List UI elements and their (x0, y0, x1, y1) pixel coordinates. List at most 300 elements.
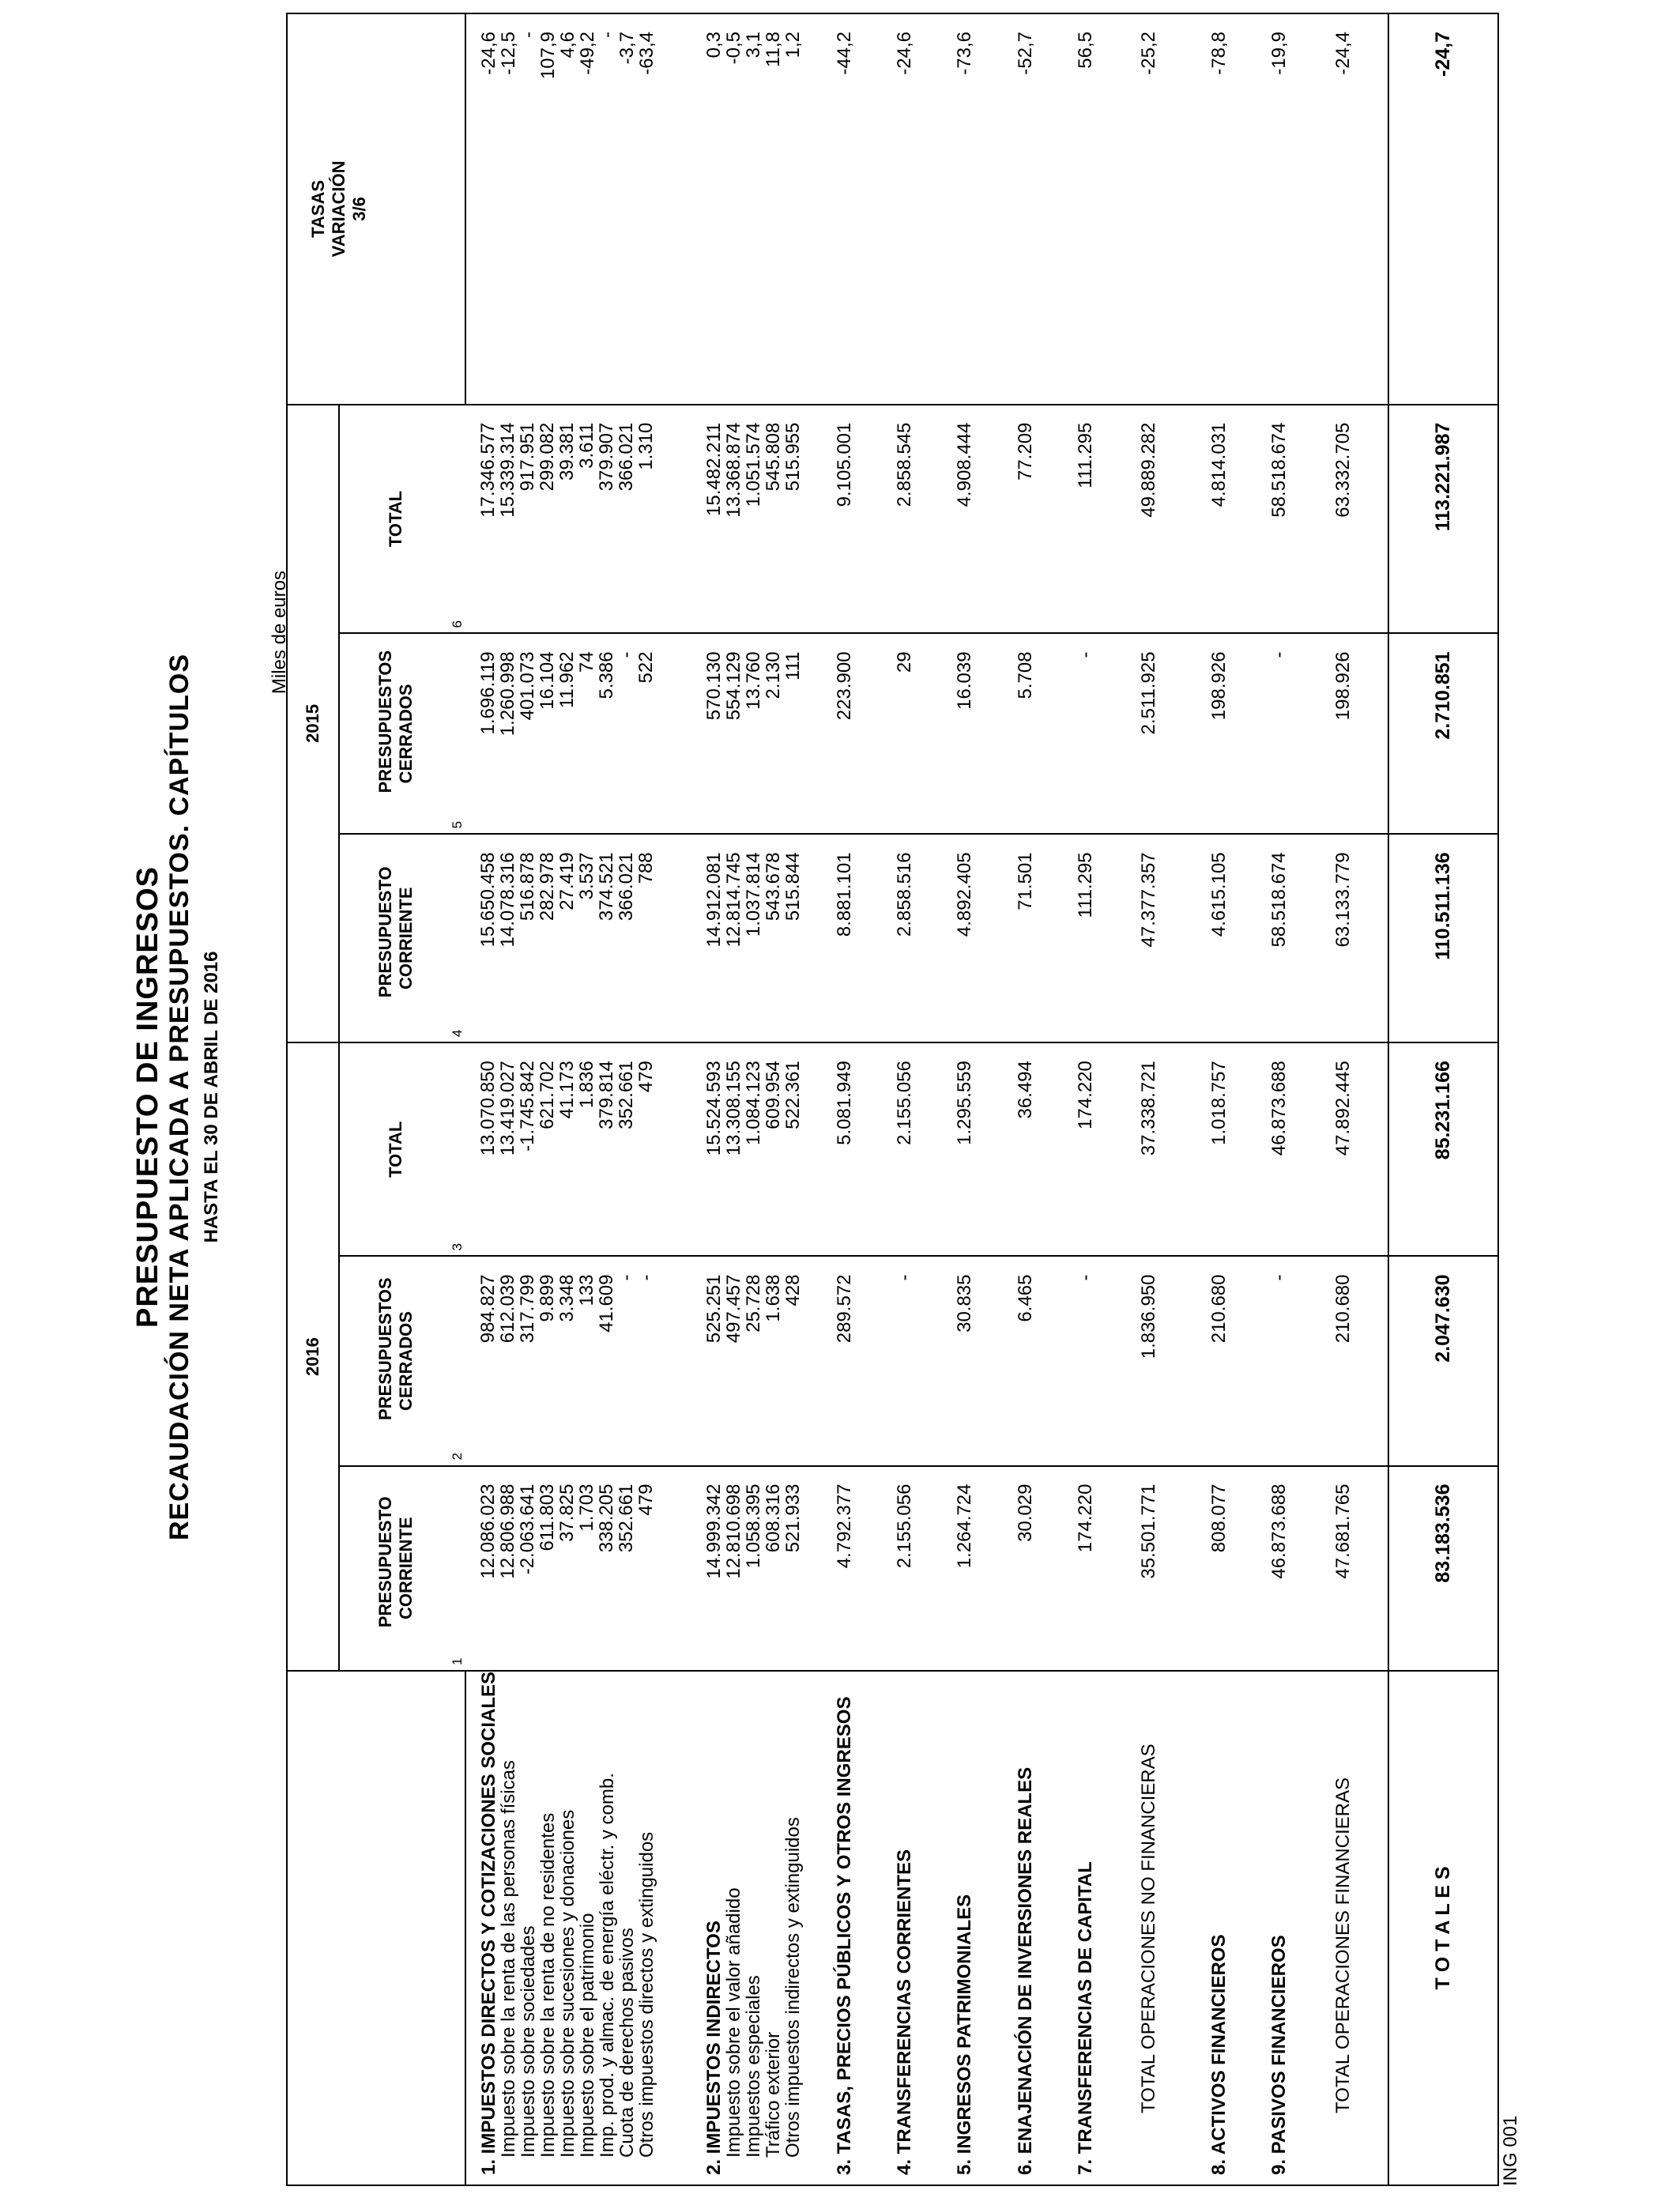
value: -12,5 (498, 32, 519, 75)
value: 27.419 (556, 852, 578, 910)
value: -0,5 (722, 32, 744, 65)
value: 30.029 (1014, 1483, 1036, 1542)
col-total-2016: TOTAL (339, 1042, 451, 1256)
value: 2.858.516 (894, 852, 916, 937)
chapter-label: 6. ENAJENACIÓN DE INVERSIONES REALES (1014, 1766, 1036, 2175)
value-cell-col-1 (880, 1466, 940, 1671)
total-value-col-1: 83.183.536 (1388, 1466, 1498, 1671)
value: 13.419.027 (497, 1061, 518, 1156)
value: - (616, 1274, 637, 1281)
concept-label: Impuestos especiales (742, 1975, 764, 2158)
value: 1.264.724 (954, 1483, 976, 1569)
value: 401.073 (517, 651, 538, 721)
concept-label: Impuesto sobre el valor añadido (722, 1887, 744, 2158)
value: 13.308.155 (722, 1061, 744, 1156)
value-cell-col-5 (1121, 633, 1195, 834)
value: - (597, 32, 618, 38)
value: 515.844 (782, 852, 804, 922)
value: -3,7 (616, 32, 638, 65)
value: - (894, 1274, 916, 1281)
row-label-cell (1061, 1671, 1121, 2185)
value: 1,2 (782, 32, 804, 58)
value: 47.377.357 (1138, 852, 1160, 948)
col-number-5: 5 (451, 633, 465, 834)
value: 11.962 (556, 651, 578, 709)
value: 1.084.123 (742, 1061, 764, 1145)
concept-label: Impuesto sobre la renta de no residentes (537, 1812, 559, 2158)
value: 13.070.850 (477, 1061, 499, 1156)
col-number-6: 6 (451, 405, 465, 634)
chapter-label: 9. PASIVOS FINANCIEROS (1268, 1935, 1290, 2175)
table-row (1061, 13, 1121, 2185)
chapter-label: 1. IMPUESTOS DIRECTOS Y COTIZACIONES SOCIALES (478, 1671, 499, 2175)
value: 521.933 (782, 1483, 804, 1553)
value: 299.082 (537, 422, 558, 492)
value-cell-col-5 (691, 633, 820, 834)
total-value-col-5: 2.710.851 (1388, 633, 1498, 834)
concept-label: Impuesto sobre sucesiones y donaciones (557, 1809, 578, 2158)
row-label-cell (880, 1671, 940, 2185)
value-cell-col-1 (820, 1466, 880, 1671)
value: 515.955 (782, 422, 804, 492)
value: -44,2 (833, 32, 855, 75)
value: 58.518.674 (1268, 422, 1290, 518)
value: -63,4 (636, 32, 657, 75)
concept-label: Otros impuestos directos y extinguidos (636, 1831, 657, 2158)
total-value-col-3: 85.231.166 (1388, 1042, 1498, 1256)
value-cell-col-2 (1121, 1257, 1195, 1466)
value-cell-col-2 (940, 1257, 1000, 1466)
value-cell-col-7 (1001, 13, 1061, 405)
value-cell-col-5 (1195, 633, 1255, 834)
value-cell-col-7 (1121, 13, 1195, 405)
value-cell-col-4 (1121, 834, 1195, 1042)
value: -52,7 (1014, 32, 1036, 75)
value: 479 (635, 1061, 657, 1093)
value-cell-col-5 (1255, 633, 1315, 834)
value: 1.260.998 (497, 651, 518, 737)
value-cell-col-1 (465, 1466, 691, 1671)
value: 14.999.342 (703, 1483, 725, 1579)
value: 14.912.081 (703, 852, 725, 948)
value: 6.465 (1014, 1274, 1036, 1322)
value-cell-col-2 (465, 1257, 691, 1466)
value: 13.368.874 (722, 422, 744, 518)
concept-label: Cuota de derechos pasivos (616, 1928, 638, 2158)
value: 352.661 (616, 1483, 637, 1553)
subtotal-label: TOTAL OPERACIONES FINANCIERAS (1332, 1777, 1354, 2113)
value-cell-col-1 (1001, 1466, 1061, 1671)
value: -24,6 (478, 32, 499, 75)
col-number-2: 2 (451, 1257, 465, 1466)
value: 4.615.105 (1207, 852, 1230, 937)
value: 2.155.056 (894, 1483, 916, 1569)
table-row (1121, 13, 1195, 2185)
value: 25.728 (742, 1274, 764, 1333)
value-cell-col-3 (691, 1042, 820, 1256)
value: 11,8 (762, 32, 784, 67)
value-cell-col-1 (691, 1466, 820, 1671)
value: 609.954 (762, 1061, 784, 1129)
value: - (1268, 1274, 1290, 1281)
value: 41.173 (556, 1061, 578, 1119)
value: 3.537 (576, 852, 597, 900)
value-cell-col-3 (940, 1042, 1000, 1256)
value: 49.889.282 (1138, 422, 1160, 518)
value: 5.081.949 (833, 1061, 855, 1145)
value: 3.348 (556, 1274, 578, 1322)
table-row (880, 13, 940, 2185)
value: 1.836.950 (1138, 1274, 1160, 1359)
total-value-col-2: 2.047.630 (1388, 1257, 1498, 1466)
value: 210.680 (1207, 1274, 1230, 1344)
value-cell-col-2 (880, 1257, 940, 1466)
concept-label: Impuesto sobre la renta de las personas físicas (498, 1760, 519, 2158)
value-cell-col-1 (1255, 1466, 1315, 1671)
value: 1.638 (762, 1274, 784, 1322)
row-label-cell (1195, 1671, 1255, 2185)
chapter-label: 8. ACTIVOS FINANCIEROS (1207, 1934, 1230, 2175)
value: -2.063.641 (517, 1483, 538, 1575)
col-presupuesto-corriente-2015: PRESUPUESTO CORRIENTE (339, 834, 451, 1042)
value-cell-col-2 (1316, 1257, 1389, 1466)
chapter-label: 3. TASAS, PRECIOS PÚBLICOS Y OTROS INGRESOS (833, 1696, 855, 2175)
chapter-label: 5. INGRESOS PATRIMONIALES (954, 1894, 976, 2175)
value: 1.696.119 (477, 651, 499, 735)
value: 198.926 (1332, 651, 1354, 721)
date-line: HASTA EL 30 DE ABRIL DE 2016 (201, 951, 222, 1243)
value: 1.051.574 (742, 422, 764, 507)
value: 107,9 (537, 32, 559, 80)
table-row (1001, 13, 1061, 2185)
table-row (1316, 13, 1389, 2185)
value: 543.678 (762, 852, 784, 922)
value: - (1268, 651, 1290, 658)
value-cell-col-7 (1195, 13, 1255, 405)
value: 15.482.211 (703, 422, 725, 516)
value-cell-col-7 (1316, 13, 1389, 405)
value: 13.760 (742, 651, 764, 710)
col-presupuesto-corriente-2016: PRESUPUESTO CORRIENTE (339, 1466, 451, 1671)
value-cell-col-5 (940, 633, 1000, 834)
value: 12.810.698 (722, 1483, 744, 1579)
value-cell-col-3 (820, 1042, 880, 1256)
value: - (635, 1274, 657, 1281)
value: 223.900 (833, 651, 855, 721)
row-label-cell (465, 1671, 691, 2185)
value: 17.346.577 (477, 422, 499, 518)
value: 366.021 (616, 422, 637, 492)
value: 428 (782, 1274, 804, 1306)
value: 2.130 (762, 651, 784, 699)
value: 15.339.314 (497, 422, 518, 518)
value-cell-col-5 (1061, 633, 1121, 834)
value-cell-col-4 (1316, 834, 1389, 1042)
value: 545.808 (762, 422, 784, 492)
table-row (691, 13, 820, 2185)
value: 15.524.593 (703, 1061, 725, 1156)
table-row (940, 13, 1000, 2185)
value: -25,2 (1138, 32, 1160, 75)
year-2016-header: 2016 (287, 1042, 339, 1671)
chapter-label: 4. TRANSFERENCIAS CORRIENTES (894, 1849, 916, 2175)
value-cell-col-5 (1001, 633, 1061, 834)
value-cell-col-5 (880, 633, 940, 834)
value: 608.316 (762, 1483, 784, 1553)
value-cell-col-6 (465, 405, 691, 634)
page-title: PRESUPUESTO DE INGRESOS (131, 866, 164, 1328)
subtotal-label: TOTAL OPERACIONES NO FINANCIERAS (1138, 1744, 1160, 2113)
value-cell-col-5 (1316, 633, 1389, 834)
value-cell-col-4 (940, 834, 1000, 1042)
value: 9.105.001 (833, 422, 855, 507)
value: 612.039 (497, 1274, 518, 1344)
value-cell-col-5 (820, 633, 880, 834)
total-value-col-4: 110.511.136 (1388, 834, 1498, 1042)
col-presupuestos-cerrados-2016: PRESUPUESTOS CERRADOS (339, 1257, 451, 1466)
value: 1.037.814 (742, 852, 764, 937)
value: - (616, 651, 637, 658)
table-row (465, 13, 691, 2185)
chapter-label: 2. IMPUESTOS INDIRECTOS (703, 1921, 725, 2175)
tasas-label-1: TASAS (308, 179, 328, 238)
value-cell-col-4 (820, 834, 880, 1042)
total-value-col-6: 113.221.987 (1388, 405, 1498, 634)
table-row (1255, 13, 1315, 2185)
value-cell-col-2 (1061, 1257, 1121, 1466)
value: 1.295.559 (954, 1061, 976, 1145)
value-cell-col-2 (820, 1257, 880, 1466)
row-label-cell (691, 1671, 820, 2185)
value: 522 (635, 651, 657, 684)
total-value-col-7: -24,7 (1388, 13, 1498, 405)
value: 1.703 (576, 1483, 597, 1532)
value-cell-col-3 (465, 1042, 691, 1256)
value: 37.825 (556, 1483, 578, 1542)
value: 516.878 (517, 852, 538, 922)
tasas-header (287, 13, 465, 405)
value: 525.251 (703, 1274, 725, 1344)
value: 497.457 (722, 1274, 744, 1344)
value: -1.745.842 (517, 1061, 538, 1152)
value: 2.858.545 (894, 422, 916, 507)
value-cell-col-6 (880, 405, 940, 634)
value: 366.021 (616, 852, 637, 922)
value: 8.881.101 (833, 852, 855, 937)
value: 1.310 (635, 422, 657, 470)
value-cell-col-6 (1255, 405, 1315, 634)
value: 289.572 (833, 1274, 855, 1344)
concept-label: Tráfico exterior (762, 2031, 784, 2158)
value: 611.803 (537, 1483, 558, 1551)
value: 174.220 (1075, 1061, 1097, 1129)
value-cell-col-2 (691, 1257, 820, 1466)
value-cell-col-2 (1001, 1257, 1061, 1466)
page-subtitle: RECAUDACIÓN NETA APLICADA A PRESUPUESTOS. CAPÍTULOS (164, 653, 194, 1541)
value: 37.338.721 (1138, 1061, 1160, 1156)
concept-label: Impuesto sobre sociedades (518, 1925, 539, 2158)
value: - (1075, 1274, 1097, 1281)
value: 174.220 (1075, 1483, 1097, 1553)
value: 379.814 (596, 1061, 617, 1129)
value: 77.209 (1014, 422, 1036, 481)
value: - (1075, 651, 1097, 658)
value: 2.155.056 (894, 1061, 916, 1145)
value-cell-col-6 (1195, 405, 1255, 634)
value-cell-col-6 (820, 405, 880, 634)
row-label-cell (940, 1671, 1000, 2185)
value: 0,3 (703, 32, 725, 58)
value-cell-col-1 (1195, 1466, 1255, 1671)
col-total-2015: TOTAL (339, 405, 451, 634)
value: 58.518.674 (1268, 852, 1290, 948)
value: 16.039 (954, 651, 976, 710)
totals-label: T O T A L E S (1388, 1671, 1498, 2185)
value-cell-col-4 (1255, 834, 1315, 1042)
value: 4.908.444 (954, 422, 976, 507)
value: -24,6 (894, 32, 916, 75)
chapter-label: 7. TRANSFERENCIAS DE CAPITAL (1075, 1861, 1097, 2175)
value: 917.951 (517, 422, 538, 492)
value: 4.814.031 (1207, 422, 1230, 507)
value: 1.836 (576, 1061, 597, 1109)
value: 133 (576, 1274, 597, 1306)
value: 30.835 (954, 1274, 976, 1333)
document-code: ING 001 (1500, 2115, 1521, 2186)
value: -73,6 (954, 32, 976, 75)
concept-label: Impuesto sobre el patrimonio (577, 1913, 598, 2158)
value: -78,8 (1207, 32, 1230, 75)
value: 2.511.925 (1138, 651, 1160, 735)
value: 35.501.771 (1138, 1483, 1160, 1579)
value-cell-col-3 (1316, 1042, 1389, 1256)
header-blank (287, 1671, 465, 2185)
row-label-cell (1316, 1671, 1389, 2185)
value-cell-col-6 (940, 405, 1000, 634)
value: 522.361 (782, 1061, 804, 1129)
value-cell-col-6 (1001, 405, 1061, 634)
value: 374.521 (596, 852, 617, 922)
value-cell-col-7 (940, 13, 1000, 405)
value-cell-col-5 (465, 633, 691, 834)
value: 63.133.779 (1332, 852, 1354, 948)
value: 111.295 (1075, 852, 1097, 918)
value: 198.926 (1207, 651, 1230, 721)
value-cell-col-6 (1316, 405, 1389, 634)
value: 4.792.377 (833, 1483, 855, 1569)
value: 3.611 (576, 422, 597, 469)
tasas-label-2: VARIACIÓN (329, 160, 348, 258)
value: 71.501 (1014, 852, 1036, 910)
value: 4,6 (557, 32, 578, 58)
value: 12.086.023 (477, 1483, 499, 1579)
units-label: Miles de euros (269, 571, 290, 695)
value-cell-col-2 (1195, 1257, 1255, 1466)
value: 14.078.316 (497, 852, 518, 948)
value: 570.130 (703, 651, 725, 721)
row-label-cell (1121, 1671, 1195, 2185)
value-cell-col-3 (1001, 1042, 1061, 1256)
value-cell-col-1 (1061, 1466, 1121, 1671)
table-body (465, 13, 1498, 2185)
value: 1.018.757 (1207, 1061, 1230, 1145)
row-label-cell (1255, 1671, 1315, 2185)
row-label-cell (820, 1671, 880, 2185)
value: 111.295 (1075, 422, 1097, 488)
value-cell-col-6 (691, 405, 820, 634)
col-number-1: 1 (451, 1466, 465, 1671)
value: 210.680 (1332, 1274, 1354, 1344)
value: 16.104 (537, 651, 558, 710)
value: 338.205 (596, 1483, 617, 1553)
value: 36.494 (1014, 1061, 1036, 1119)
table-row (1195, 13, 1255, 2185)
concept-label: Imp. prod. y almac. de energía eléctr. y comb. (597, 1773, 618, 2158)
value: 808.077 (1207, 1483, 1230, 1553)
col-number-4: 4 (451, 834, 465, 1042)
value: 74 (576, 651, 597, 673)
value: - (518, 32, 539, 38)
value: 352.661 (616, 1061, 637, 1129)
value: -24,4 (1332, 32, 1354, 75)
concept-label: Otros impuestos indirectos y extinguidos (782, 1817, 804, 2158)
value-cell-col-4 (1061, 834, 1121, 1042)
value-cell-col-7 (820, 13, 880, 405)
value: 41.609 (596, 1274, 617, 1333)
value: 479 (635, 1483, 657, 1516)
value-cell-col-1 (1121, 1466, 1195, 1671)
value-cell-col-4 (880, 834, 940, 1042)
revenue-table (286, 13, 1499, 2186)
value-cell-col-2 (1255, 1257, 1315, 1466)
value-cell-col-1 (1316, 1466, 1389, 1671)
value-cell-col-3 (880, 1042, 940, 1256)
value: 46.873.688 (1268, 1483, 1290, 1579)
value-cell-col-3 (1255, 1042, 1315, 1256)
value: 12.814.745 (722, 852, 744, 948)
value-cell-col-4 (691, 834, 820, 1042)
value-cell-col-4 (1195, 834, 1255, 1042)
value: -19,9 (1268, 32, 1290, 75)
value: 554.129 (722, 651, 744, 721)
value-cell-col-7 (1061, 13, 1121, 405)
col-number-3: 3 (451, 1042, 465, 1256)
value: 9.899 (537, 1274, 558, 1322)
row-label-cell (1001, 1671, 1061, 2185)
value-cell-col-7 (880, 13, 940, 405)
value-cell-col-4 (465, 834, 691, 1042)
value: 3,1 (742, 32, 764, 58)
value-cell-col-6 (1121, 405, 1195, 634)
value: 379.907 (596, 422, 617, 492)
value: 317.799 (517, 1274, 538, 1344)
value: 984.827 (477, 1274, 499, 1344)
value-cell-col-3 (1195, 1042, 1255, 1256)
value-cell-col-1 (940, 1466, 1000, 1671)
value-cell-col-4 (1001, 834, 1061, 1042)
value-cell-col-7 (465, 13, 691, 405)
value: 47.892.445 (1332, 1061, 1354, 1156)
value: 56,5 (1075, 32, 1097, 69)
value: 12.806.988 (497, 1483, 518, 1579)
value-cell-col-7 (691, 13, 820, 405)
value: 5.386 (596, 651, 617, 699)
value: 39.381 (556, 422, 578, 481)
value: 15.650.458 (477, 852, 499, 948)
value-cell-col-3 (1121, 1042, 1195, 1256)
value-cell-col-6 (1061, 405, 1121, 634)
value: 282.978 (537, 852, 558, 922)
